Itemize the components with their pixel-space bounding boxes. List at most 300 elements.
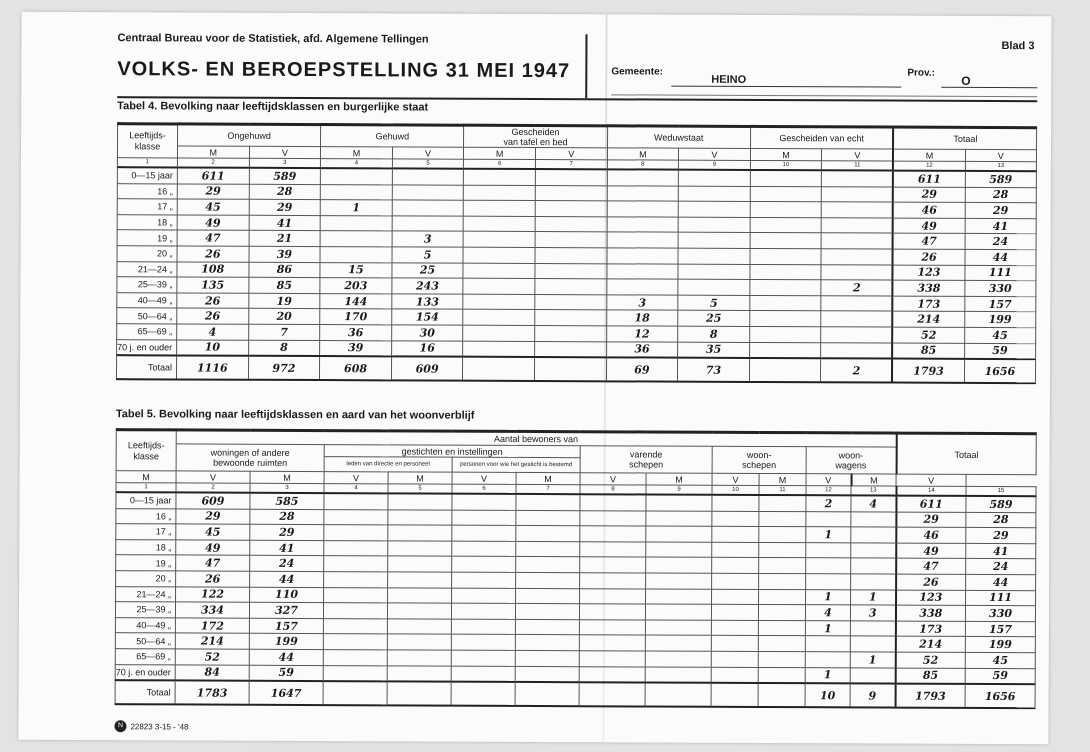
- age-class-label: 70 j. en ouder: [115, 664, 175, 680]
- age-class-label: 65—69 „: [115, 649, 175, 665]
- count-cell: 47: [896, 558, 966, 574]
- count-cell: 29: [176, 509, 250, 525]
- count-cell: 39: [320, 340, 392, 356]
- age-class-label: 17 „: [116, 524, 176, 540]
- count-cell: 327: [249, 602, 323, 618]
- count-cell: [324, 572, 388, 588]
- count-cell: [850, 636, 895, 652]
- count-cell: [463, 247, 535, 263]
- total-cell: 1656: [964, 359, 1036, 383]
- count-cell: [463, 325, 535, 341]
- count-cell: [451, 650, 515, 666]
- count-cell: [806, 558, 851, 574]
- count-cell: 52: [175, 649, 249, 665]
- count-cell: 44: [250, 571, 324, 587]
- count-cell: 21: [249, 231, 321, 247]
- total-label: Totaal: [115, 680, 175, 704]
- count-cell: 84: [175, 664, 249, 680]
- count-cell: 46: [893, 202, 965, 218]
- count-cell: [535, 294, 607, 310]
- printer-logo-icon: N: [114, 720, 126, 732]
- count-cell: 3: [392, 231, 464, 247]
- count-cell: 26: [177, 308, 249, 324]
- sex-header: M: [116, 471, 176, 483]
- count-cell: [535, 169, 607, 185]
- count-cell: [822, 218, 894, 234]
- count-cell: 85: [248, 277, 320, 293]
- count-cell: 2: [806, 495, 851, 511]
- count-cell: 35: [678, 342, 750, 358]
- count-cell: [579, 635, 645, 651]
- count-cell: [516, 541, 580, 557]
- count-cell: [388, 556, 452, 572]
- count-cell: 24: [965, 234, 1037, 250]
- count-cell: 611: [893, 171, 965, 187]
- count-cell: [324, 540, 388, 556]
- count-cell: 123: [893, 265, 965, 281]
- count-cell: [580, 573, 646, 589]
- column-number: 6: [464, 159, 536, 169]
- count-cell: 29: [177, 184, 249, 200]
- count-cell: 59: [249, 665, 323, 681]
- count-cell: [646, 494, 712, 510]
- count-cell: 108: [177, 261, 249, 277]
- count-cell: [392, 184, 464, 200]
- table4: [116, 122, 1037, 384]
- count-cell: 29: [249, 199, 321, 215]
- count-cell: 26: [893, 249, 965, 265]
- count-cell: 25: [678, 310, 750, 326]
- count-cell: [607, 232, 679, 248]
- count-cell: [806, 511, 851, 527]
- column-number: 10: [750, 160, 822, 170]
- count-cell: 157: [964, 296, 1036, 312]
- count-cell: [822, 186, 894, 202]
- count-cell: [516, 494, 580, 510]
- count-cell: [750, 170, 822, 186]
- count-cell: [516, 557, 580, 573]
- count-cell: [387, 619, 451, 635]
- count-cell: [515, 604, 579, 620]
- count-cell: 203: [320, 278, 392, 294]
- count-cell: [535, 263, 607, 279]
- count-cell: [821, 264, 893, 280]
- count-cell: [452, 494, 516, 510]
- count-cell: [851, 574, 896, 590]
- count-cell: [580, 541, 646, 557]
- count-cell: 45: [964, 327, 1036, 343]
- count-cell: 16: [391, 340, 463, 356]
- count-cell: [750, 280, 822, 296]
- count-cell: 45: [176, 524, 250, 540]
- group-header: woningen of andere bewoonde ruimten: [176, 444, 324, 472]
- count-cell: 85: [895, 668, 965, 684]
- total-cell: 1116: [176, 356, 248, 380]
- bureau-name: Centraal Bureau voor de Statistiek, afd. Algemene Tellingen: [117, 32, 429, 46]
- total-cell: 1783: [175, 681, 249, 705]
- count-cell: 41: [250, 540, 324, 556]
- count-cell: 338: [896, 605, 966, 621]
- count-cell: [320, 215, 392, 231]
- count-cell: 29: [250, 524, 324, 540]
- count-cell: 199: [965, 637, 1035, 653]
- count-cell: 214: [895, 636, 965, 652]
- count-cell: [850, 667, 895, 683]
- count-cell: 4: [851, 495, 896, 511]
- sex-header: M: [893, 149, 965, 161]
- count-cell: 29: [893, 187, 965, 203]
- count-cell: [646, 526, 712, 542]
- column-number: 1: [117, 158, 177, 168]
- sex-header: V: [806, 474, 851, 486]
- total-cell: [451, 682, 515, 706]
- count-cell: [392, 168, 464, 184]
- sex-header: M: [388, 472, 452, 484]
- count-cell: [516, 526, 580, 542]
- count-cell: [821, 295, 893, 311]
- count-cell: [821, 311, 893, 327]
- count-cell: 47: [176, 555, 250, 571]
- sex-header: M: [250, 471, 324, 483]
- count-cell: 44: [965, 249, 1037, 265]
- count-cell: [320, 247, 392, 263]
- count-cell: 2: [821, 280, 893, 296]
- count-cell: [678, 279, 750, 295]
- count-cell: [452, 572, 516, 588]
- sex-header: V: [580, 473, 646, 485]
- count-cell: [678, 264, 750, 280]
- count-cell: [759, 527, 806, 543]
- count-cell: [712, 495, 759, 511]
- count-cell: [464, 169, 536, 185]
- count-cell: [645, 620, 711, 636]
- sex-header: M: [851, 474, 896, 486]
- count-cell: 135: [177, 277, 249, 293]
- count-cell: 199: [249, 634, 323, 650]
- count-cell: [822, 170, 894, 186]
- column-number: 11: [759, 485, 806, 495]
- count-cell: 8: [678, 326, 750, 342]
- count-cell: [851, 543, 896, 559]
- count-cell: [759, 511, 806, 527]
- age-class-label: 40—49 „: [117, 292, 177, 308]
- column-number: 2: [176, 483, 250, 493]
- column-number: 13: [965, 161, 1037, 171]
- count-cell: 29: [966, 528, 1036, 544]
- count-cell: [711, 667, 758, 683]
- count-cell: 589: [966, 496, 1036, 512]
- group-header: woon- schepen: [712, 446, 806, 473]
- column-number: 13: [851, 486, 896, 496]
- sex-header: V: [324, 472, 388, 484]
- count-cell: 29: [896, 512, 966, 528]
- sex-header: V: [452, 472, 516, 484]
- count-cell: 609: [176, 492, 250, 508]
- count-cell: 133: [392, 294, 464, 310]
- count-cell: [388, 541, 452, 557]
- column-number: 7: [535, 159, 607, 169]
- count-cell: [712, 542, 759, 558]
- count-cell: 41: [249, 215, 321, 231]
- count-cell: [822, 202, 894, 218]
- count-cell: [759, 589, 806, 605]
- count-cell: [749, 326, 821, 342]
- age-class-label: 16 „: [117, 183, 177, 199]
- print-code: [114, 720, 188, 732]
- sex-header: V: [822, 149, 894, 161]
- count-cell: [535, 201, 607, 217]
- count-cell: [580, 494, 646, 510]
- table5-title: Tabel 5. Bevolking naar leeftijdsklassen en aard van het woonverblijf: [115, 408, 475, 422]
- total-row: [115, 680, 1035, 708]
- count-cell: [646, 511, 712, 527]
- count-cell: 52: [893, 327, 965, 343]
- total-cell: [749, 358, 821, 382]
- age-class-label: 25—39 „: [117, 277, 177, 293]
- total-cell: 608: [320, 356, 392, 380]
- count-cell: [452, 525, 516, 541]
- group-header: Gehuwd: [321, 125, 464, 148]
- total-cell: 1656: [965, 684, 1035, 708]
- count-cell: [679, 170, 751, 186]
- count-cell: 1: [805, 667, 850, 683]
- subgroup-header: personen voor wie het gesticht is bestemd: [452, 457, 580, 473]
- count-cell: [711, 651, 758, 667]
- count-cell: [759, 542, 806, 558]
- age-class-label: 18 „: [117, 214, 177, 230]
- column-number: 6: [452, 484, 516, 494]
- total-cell: [579, 682, 645, 706]
- count-cell: [758, 636, 805, 652]
- count-cell: 28: [249, 184, 321, 200]
- count-cell: 5: [678, 295, 750, 311]
- count-cell: [463, 278, 535, 294]
- count-cell: [324, 556, 388, 572]
- count-cell: [320, 184, 392, 200]
- count-cell: [851, 511, 896, 527]
- count-cell: 49: [176, 540, 250, 556]
- count-cell: [579, 604, 645, 620]
- count-cell: 85: [893, 343, 965, 359]
- count-cell: [821, 327, 893, 343]
- count-cell: [712, 589, 759, 605]
- count-cell: [464, 200, 536, 216]
- sex-header: M: [516, 472, 580, 484]
- count-cell: [387, 603, 451, 619]
- count-cell: [645, 651, 711, 667]
- total-row: [116, 355, 1035, 383]
- sex-header: M: [177, 146, 249, 158]
- count-cell: [759, 558, 806, 574]
- count-cell: 144: [320, 293, 392, 309]
- count-cell: [821, 342, 893, 358]
- count-cell: [758, 605, 805, 621]
- total-cell: [323, 681, 387, 705]
- sex-header: V: [965, 149, 1037, 161]
- count-cell: [535, 310, 607, 326]
- count-cell: [515, 666, 579, 682]
- count-cell: 28: [966, 512, 1036, 528]
- count-cell: 157: [965, 621, 1035, 637]
- column-number: 11: [822, 161, 894, 171]
- sex-header: V: [392, 147, 464, 159]
- count-cell: [606, 279, 678, 295]
- count-cell: [678, 217, 750, 233]
- count-cell: [579, 651, 645, 667]
- count-cell: 243: [392, 278, 464, 294]
- count-cell: 45: [965, 652, 1035, 668]
- column-number: 3: [250, 483, 324, 493]
- count-cell: 30: [391, 325, 463, 341]
- count-cell: [759, 495, 806, 511]
- count-cell: [805, 636, 850, 652]
- count-cell: [451, 634, 515, 650]
- count-cell: [607, 201, 679, 217]
- count-cell: 10: [177, 339, 249, 355]
- count-cell: [515, 619, 579, 635]
- count-cell: [607, 217, 679, 233]
- count-cell: 36: [606, 341, 678, 357]
- count-cell: 1: [850, 652, 895, 668]
- count-cell: [711, 604, 758, 620]
- count-cell: [750, 186, 822, 202]
- count-cell: [388, 525, 452, 541]
- count-cell: 199: [964, 312, 1036, 328]
- count-cell: [678, 232, 750, 248]
- count-cell: [750, 217, 822, 233]
- count-cell: [805, 652, 850, 668]
- count-cell: [851, 558, 896, 574]
- print-code-text: 22823 3-15 - '48: [130, 721, 189, 731]
- count-cell: 1: [851, 589, 896, 605]
- group-header: Totaal: [896, 433, 1036, 475]
- count-cell: [645, 604, 711, 620]
- count-cell: 589: [249, 168, 321, 184]
- total-cell: 2: [821, 358, 893, 382]
- count-cell: [324, 493, 388, 509]
- count-cell: [535, 247, 607, 263]
- count-cell: [321, 168, 393, 184]
- total-cell: [711, 683, 758, 707]
- age-class-label: 70 j. en ouder: [117, 339, 177, 355]
- count-cell: [821, 249, 893, 265]
- total-cell: [515, 682, 579, 706]
- group-header: Gescheiden van tafel en bed: [464, 125, 607, 148]
- count-cell: [750, 295, 822, 311]
- count-cell: [387, 650, 451, 666]
- count-cell: 334: [175, 602, 249, 618]
- count-cell: [712, 558, 759, 574]
- form-sheet: [18, 12, 1051, 744]
- count-cell: 44: [249, 649, 323, 665]
- total-label: Totaal: [116, 355, 176, 379]
- count-cell: [452, 541, 516, 557]
- total-cell: 9: [850, 684, 895, 708]
- header-separator: [585, 34, 587, 98]
- header-rule: [611, 94, 1037, 97]
- total-cell: 1793: [895, 684, 965, 708]
- count-cell: 123: [896, 590, 966, 606]
- column-number: 4: [324, 484, 388, 494]
- count-cell: [579, 619, 645, 635]
- column-number: 9: [646, 485, 712, 495]
- count-cell: [535, 325, 607, 341]
- age-class-header: Leeftijds- klasse: [117, 124, 177, 158]
- count-cell: [323, 634, 387, 650]
- table5: [115, 428, 1037, 709]
- count-cell: [323, 650, 387, 666]
- count-cell: 26: [176, 571, 250, 587]
- age-class-label: 21—24 „: [117, 261, 177, 277]
- count-cell: [750, 264, 822, 280]
- count-cell: 39: [249, 246, 321, 262]
- age-class-label: 21—24 „: [116, 586, 176, 602]
- count-cell: 330: [964, 281, 1036, 297]
- count-cell: [806, 574, 851, 590]
- count-cell: [646, 542, 712, 558]
- age-class-label: 20 „: [117, 246, 177, 262]
- count-cell: 214: [893, 311, 965, 327]
- group-header: Weduwstaat: [607, 126, 750, 149]
- count-cell: 154: [392, 309, 464, 325]
- count-cell: 46: [896, 527, 966, 543]
- sex-header: M: [464, 147, 536, 159]
- total-cell: 1793: [892, 359, 964, 383]
- count-cell: [749, 342, 821, 358]
- count-cell: [324, 509, 388, 525]
- count-cell: [712, 526, 759, 542]
- count-cell: 29: [965, 203, 1037, 219]
- column-number: 7: [516, 484, 580, 494]
- age-class-label: 19 „: [116, 555, 176, 571]
- province-label: Prov.:: [907, 67, 935, 79]
- sex-header: M: [750, 148, 822, 160]
- count-cell: [645, 667, 711, 683]
- count-cell: [452, 588, 516, 604]
- count-cell: 3: [850, 605, 895, 621]
- count-cell: 59: [965, 668, 1035, 684]
- column-number: 4: [321, 159, 393, 169]
- count-cell: 52: [895, 652, 965, 668]
- count-cell: [451, 666, 515, 682]
- count-cell: [452, 557, 516, 573]
- count-cell: 157: [249, 618, 323, 634]
- column-number: 5: [392, 159, 464, 169]
- count-cell: 611: [177, 167, 249, 183]
- count-cell: 3: [606, 295, 678, 311]
- count-cell: [851, 527, 896, 543]
- sex-header: M: [759, 473, 806, 485]
- count-cell: [320, 231, 392, 247]
- count-cell: [711, 620, 758, 636]
- count-cell: [464, 185, 536, 201]
- count-cell: 45: [177, 199, 249, 215]
- total-cell: 10: [805, 683, 850, 707]
- count-cell: 59: [964, 343, 1036, 359]
- count-cell: [463, 294, 535, 310]
- count-cell: 12: [606, 326, 678, 342]
- count-cell: [758, 620, 805, 636]
- count-cell: 330: [966, 606, 1036, 622]
- count-cell: 111: [964, 265, 1036, 281]
- count-cell: [712, 573, 759, 589]
- count-cell: [463, 232, 535, 248]
- count-cell: [750, 248, 822, 264]
- count-cell: [646, 557, 712, 573]
- count-cell: [678, 248, 750, 264]
- total-cell: 609: [391, 356, 463, 380]
- column-number: 1: [116, 483, 176, 493]
